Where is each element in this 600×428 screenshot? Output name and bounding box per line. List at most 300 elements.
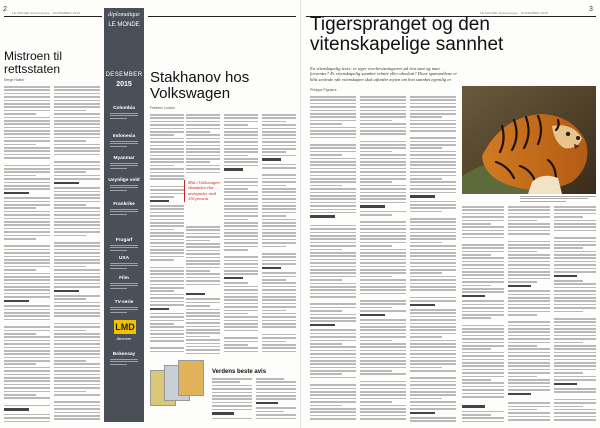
text-line bbox=[360, 408, 406, 410]
text-line bbox=[310, 106, 356, 108]
text-line bbox=[508, 419, 550, 421]
text-line bbox=[410, 106, 456, 108]
text-line bbox=[4, 414, 50, 416]
text-line bbox=[54, 401, 100, 403]
text-line bbox=[410, 225, 456, 227]
text-line bbox=[310, 373, 342, 375]
text-line bbox=[4, 171, 50, 173]
text-line bbox=[4, 367, 50, 369]
text-line bbox=[54, 165, 100, 167]
text-line bbox=[262, 131, 296, 133]
text-line bbox=[4, 421, 50, 422]
sidebar-item-description bbox=[110, 307, 138, 314]
text-line bbox=[224, 191, 258, 193]
text-line bbox=[150, 235, 184, 237]
text-line bbox=[310, 228, 356, 230]
left-article-column-1 bbox=[4, 86, 50, 422]
text-line bbox=[310, 215, 335, 217]
text-line bbox=[262, 351, 296, 353]
text-line bbox=[256, 418, 296, 420]
text-line bbox=[462, 274, 504, 276]
sidebar-item-usa[interactable]: USA bbox=[118, 256, 130, 261]
text-line bbox=[4, 347, 50, 349]
text-line bbox=[360, 303, 406, 305]
text-line bbox=[410, 178, 442, 180]
text-line bbox=[462, 352, 504, 354]
text-line bbox=[4, 130, 50, 132]
text-line bbox=[54, 333, 100, 335]
running-head-left: LE MONDE diplomatique · NOVEMBER 2015 bbox=[12, 11, 81, 15]
text-line bbox=[4, 96, 50, 98]
text-line bbox=[4, 370, 50, 372]
text-line bbox=[186, 124, 220, 126]
sidebar-item-colombia[interactable]: Colombia bbox=[113, 106, 135, 111]
text-line bbox=[360, 415, 406, 417]
text-line bbox=[462, 411, 504, 413]
text-line bbox=[256, 398, 296, 400]
text-line bbox=[462, 331, 504, 333]
text-line bbox=[262, 198, 296, 200]
text-line bbox=[54, 221, 100, 223]
text-line bbox=[310, 151, 356, 153]
sidebar-item-description bbox=[110, 163, 138, 170]
text-line bbox=[360, 116, 406, 118]
text-line bbox=[360, 171, 406, 173]
running-head-right: LE MONDE diplomatique · NOVEMBER 2015 bbox=[480, 11, 549, 15]
text-line bbox=[462, 237, 504, 239]
text-line bbox=[360, 323, 406, 325]
text-line bbox=[212, 412, 234, 414]
text-line bbox=[410, 123, 456, 125]
text-line bbox=[410, 201, 456, 203]
text-line bbox=[360, 350, 406, 352]
text-line bbox=[150, 138, 184, 140]
text-line bbox=[54, 214, 100, 216]
middle-article-column-4 bbox=[262, 114, 296, 354]
text-line bbox=[186, 349, 220, 351]
text-line bbox=[360, 353, 406, 355]
rule-top-middle bbox=[148, 16, 296, 17]
text-line bbox=[508, 304, 550, 306]
text-line bbox=[360, 346, 406, 348]
text-line bbox=[508, 369, 550, 371]
text-line bbox=[4, 405, 50, 407]
text-line bbox=[224, 168, 243, 170]
text-line bbox=[54, 295, 100, 297]
text-line bbox=[310, 103, 356, 105]
text-line bbox=[554, 328, 596, 330]
text-line bbox=[310, 310, 342, 312]
text-line bbox=[508, 216, 550, 218]
text-line bbox=[262, 306, 296, 308]
right-article-column-6 bbox=[554, 206, 596, 422]
text-line bbox=[310, 340, 356, 342]
text-line bbox=[262, 222, 296, 224]
text-line bbox=[150, 333, 184, 335]
left-article-title: Mistroen til rettsstaten bbox=[4, 49, 63, 76]
text-line bbox=[54, 144, 100, 146]
text-line bbox=[554, 321, 596, 323]
text-line bbox=[410, 279, 456, 281]
text-line bbox=[150, 117, 184, 119]
text-line bbox=[410, 289, 456, 291]
text-line bbox=[310, 357, 356, 359]
text-line bbox=[4, 137, 50, 139]
text-line bbox=[310, 209, 356, 211]
text-line bbox=[310, 198, 356, 200]
text-line bbox=[554, 399, 596, 401]
text-line bbox=[54, 302, 100, 304]
text-line bbox=[462, 386, 504, 388]
text-line bbox=[150, 208, 184, 210]
text-line bbox=[554, 209, 596, 211]
text-line bbox=[310, 336, 356, 338]
text-line bbox=[360, 336, 406, 338]
text-line bbox=[4, 380, 50, 382]
text-line bbox=[224, 222, 258, 224]
text-line bbox=[54, 133, 100, 135]
text-line bbox=[186, 128, 220, 130]
text-line bbox=[310, 130, 356, 132]
text-line bbox=[224, 232, 258, 234]
text-line bbox=[4, 397, 50, 399]
text-line bbox=[310, 415, 356, 417]
text-line bbox=[262, 263, 296, 265]
text-line bbox=[410, 168, 456, 170]
text-line bbox=[150, 316, 184, 318]
text-line bbox=[410, 249, 456, 251]
text-line bbox=[360, 314, 385, 316]
text-line bbox=[462, 317, 491, 319]
text-line bbox=[224, 212, 258, 214]
text-line bbox=[554, 355, 596, 357]
text-line bbox=[150, 252, 184, 254]
text-line bbox=[410, 192, 456, 194]
text-line bbox=[54, 191, 100, 193]
sidebar-item-bokessay[interactable]: Bokessay bbox=[112, 352, 136, 357]
text-line bbox=[462, 223, 491, 225]
text-line bbox=[4, 286, 50, 288]
text-line bbox=[224, 165, 258, 167]
text-line bbox=[554, 338, 596, 340]
text-line bbox=[4, 394, 36, 396]
text-line bbox=[256, 407, 296, 409]
text-line bbox=[462, 325, 504, 327]
text-line bbox=[262, 195, 296, 197]
text-line bbox=[554, 307, 596, 309]
text-line bbox=[54, 130, 100, 132]
text-line bbox=[4, 408, 29, 410]
text-line bbox=[360, 113, 406, 115]
text-line bbox=[186, 246, 220, 248]
text-line bbox=[410, 405, 456, 407]
text-line bbox=[224, 303, 258, 305]
text-line bbox=[224, 239, 258, 241]
text-line bbox=[4, 312, 50, 314]
text-line bbox=[150, 158, 184, 160]
text-line bbox=[310, 333, 356, 335]
text-line bbox=[310, 113, 356, 115]
text-line bbox=[310, 195, 356, 197]
text-line bbox=[54, 96, 100, 98]
lmd-badge[interactable]: LMD bbox=[115, 322, 135, 332]
middle-article-column-1 bbox=[150, 114, 184, 354]
text-line bbox=[462, 314, 504, 316]
text-line bbox=[54, 312, 100, 314]
text-line bbox=[262, 246, 286, 248]
right-article-column-4 bbox=[462, 206, 504, 422]
text-line bbox=[54, 276, 100, 278]
sidebar-item-frankrike[interactable]: Frankrike bbox=[113, 202, 135, 207]
text-line bbox=[410, 420, 456, 422]
text-line bbox=[310, 388, 356, 390]
text-line bbox=[150, 161, 184, 163]
text-line bbox=[360, 405, 406, 407]
text-line bbox=[54, 231, 100, 233]
text-line bbox=[4, 387, 50, 389]
text-line bbox=[256, 381, 296, 383]
text-line bbox=[4, 165, 50, 167]
text-line bbox=[310, 188, 356, 190]
text-line bbox=[410, 120, 456, 122]
text-line bbox=[410, 346, 456, 348]
sidebar-item-film[interactable]: Film bbox=[119, 276, 129, 281]
text-line bbox=[54, 154, 100, 156]
text-line bbox=[462, 369, 504, 371]
text-line bbox=[410, 391, 456, 393]
text-line bbox=[54, 384, 100, 386]
text-line bbox=[54, 418, 100, 420]
text-line bbox=[54, 89, 100, 91]
text-line bbox=[4, 266, 50, 268]
text-line bbox=[360, 123, 406, 125]
text-line bbox=[410, 147, 442, 149]
text-line bbox=[310, 384, 356, 386]
sidebar-item-frugarf[interactable]: Frugarf bbox=[115, 238, 133, 243]
text-line bbox=[262, 124, 296, 126]
text-line bbox=[224, 124, 248, 126]
text-line bbox=[4, 357, 50, 359]
text-line bbox=[150, 134, 174, 136]
text-line bbox=[224, 310, 258, 312]
text-line bbox=[508, 386, 550, 388]
sidebar-item-usynlige-vold[interactable]: Usynlige vold bbox=[108, 178, 140, 183]
rule-top-left bbox=[4, 16, 102, 17]
text-line bbox=[54, 415, 100, 417]
text-line bbox=[4, 89, 50, 91]
text-line bbox=[410, 141, 456, 143]
text-line bbox=[224, 188, 248, 190]
text-line bbox=[224, 286, 258, 288]
text-line bbox=[310, 286, 356, 288]
text-line bbox=[224, 296, 258, 298]
text-line bbox=[360, 384, 406, 386]
text-line bbox=[54, 290, 79, 292]
text-line bbox=[150, 280, 184, 282]
text-line bbox=[360, 343, 406, 345]
text-line bbox=[150, 284, 184, 286]
text-line bbox=[310, 242, 356, 244]
sidebar-item-description bbox=[110, 359, 138, 366]
text-line bbox=[224, 351, 258, 353]
text-line bbox=[54, 340, 100, 342]
text-line bbox=[224, 256, 258, 258]
text-line bbox=[4, 117, 50, 119]
text-line bbox=[310, 110, 356, 112]
text-line bbox=[150, 124, 184, 126]
text-line bbox=[462, 213, 504, 215]
text-line bbox=[224, 260, 258, 262]
text-line bbox=[224, 185, 258, 187]
text-line bbox=[186, 287, 220, 291]
text-line bbox=[54, 178, 100, 180]
text-line bbox=[508, 376, 537, 378]
ad-title: Verdens beste avis bbox=[212, 369, 267, 375]
right-article-lead: En vitenskapelig teori: er tiger overbevisningsvert på hva sant og man forventer? Er vitenskapelig sannhet relativ eller absolutt? Disse spørsmålene er blitt sentrale når vitenskapen skal utfordre myten om hva sannhet egentlig er. bbox=[310, 66, 458, 82]
text-line bbox=[150, 330, 184, 332]
text-line bbox=[462, 233, 504, 235]
text-line bbox=[554, 304, 596, 306]
text-line bbox=[554, 369, 596, 371]
text-line bbox=[410, 188, 456, 190]
text-line bbox=[150, 340, 184, 342]
text-line bbox=[54, 315, 100, 317]
text-line bbox=[186, 267, 220, 269]
text-line bbox=[360, 300, 406, 302]
text-line bbox=[262, 141, 296, 143]
text-line bbox=[410, 255, 456, 257]
text-line bbox=[262, 235, 296, 237]
sidebar-year: 2015 bbox=[116, 81, 132, 88]
text-line bbox=[508, 406, 550, 408]
text-line bbox=[462, 220, 504, 222]
sidebar-item-myanmar[interactable]: Myanmar bbox=[113, 156, 135, 161]
text-line bbox=[224, 270, 258, 272]
text-line bbox=[262, 239, 296, 241]
text-line bbox=[462, 304, 504, 306]
text-line bbox=[462, 300, 504, 302]
text-line bbox=[54, 150, 100, 152]
text-line bbox=[410, 340, 456, 342]
text-line bbox=[54, 103, 100, 105]
text-line bbox=[360, 185, 406, 187]
text-line bbox=[554, 372, 583, 374]
text-line bbox=[4, 276, 50, 278]
text-line bbox=[224, 306, 258, 308]
middle-article-byline: Frédéric Lordon bbox=[150, 106, 175, 110]
text-line bbox=[554, 247, 583, 249]
text-line bbox=[410, 360, 456, 362]
text-line bbox=[4, 417, 50, 419]
text-line bbox=[462, 338, 504, 340]
text-line bbox=[4, 113, 36, 115]
text-line bbox=[4, 336, 50, 338]
text-line bbox=[554, 325, 596, 327]
text-line bbox=[554, 237, 596, 239]
sidebar-masthead: diplomatique bbox=[108, 12, 140, 18]
text-line bbox=[410, 316, 456, 318]
text-line bbox=[360, 99, 406, 101]
text-line bbox=[410, 323, 456, 325]
text-line bbox=[360, 106, 406, 108]
text-line bbox=[360, 367, 406, 369]
text-line bbox=[150, 196, 174, 198]
middle-article-title: Stakhanov hos Volkswagen bbox=[150, 69, 250, 102]
text-line bbox=[262, 191, 296, 193]
text-line bbox=[508, 209, 550, 211]
text-line bbox=[310, 158, 356, 160]
text-line bbox=[4, 293, 50, 295]
text-line bbox=[310, 178, 356, 180]
text-line bbox=[508, 321, 550, 323]
text-line bbox=[224, 337, 258, 339]
text-line bbox=[54, 391, 86, 393]
text-line bbox=[410, 357, 456, 359]
text-line bbox=[4, 262, 50, 264]
text-line bbox=[310, 96, 356, 98]
text-line bbox=[554, 379, 596, 381]
text-line bbox=[462, 396, 504, 398]
text-line bbox=[554, 348, 596, 350]
text-line bbox=[310, 181, 356, 183]
text-line bbox=[410, 211, 442, 213]
text-line bbox=[360, 127, 406, 129]
text-line bbox=[262, 167, 296, 169]
text-line bbox=[360, 310, 406, 312]
text-line bbox=[54, 218, 100, 220]
text-line bbox=[310, 408, 356, 410]
text-line bbox=[262, 138, 296, 140]
text-line bbox=[150, 326, 184, 328]
text-line bbox=[4, 391, 50, 393]
text-line bbox=[54, 305, 100, 307]
text-line bbox=[54, 235, 86, 237]
text-line bbox=[508, 297, 550, 299]
text-line bbox=[224, 205, 258, 207]
text-line bbox=[360, 249, 406, 251]
text-line bbox=[310, 255, 356, 257]
sidebar-item-indonesia[interactable]: Indonesia bbox=[112, 134, 136, 139]
text-line bbox=[508, 328, 550, 330]
text-line bbox=[360, 221, 406, 223]
text-line bbox=[508, 244, 550, 246]
text-line bbox=[310, 320, 356, 322]
text-line bbox=[310, 154, 342, 156]
text-line bbox=[462, 257, 504, 259]
text-line bbox=[410, 228, 456, 230]
text-line bbox=[224, 219, 248, 221]
text-line bbox=[224, 273, 258, 275]
text-line bbox=[186, 263, 220, 265]
text-line bbox=[262, 232, 296, 234]
text-line bbox=[262, 326, 296, 328]
text-line bbox=[360, 225, 406, 227]
text-line bbox=[410, 221, 456, 223]
text-line bbox=[554, 206, 596, 208]
text-line bbox=[410, 394, 456, 396]
text-line bbox=[360, 269, 406, 271]
text-line bbox=[554, 352, 596, 354]
text-line bbox=[224, 117, 258, 119]
sidebar-item-tv-serie[interactable]: TV-serie bbox=[114, 300, 134, 305]
text-line bbox=[360, 211, 406, 213]
text-line bbox=[54, 279, 100, 281]
text-line bbox=[186, 141, 220, 143]
text-line bbox=[310, 168, 356, 170]
sidebar-item-description bbox=[110, 209, 138, 216]
text-line bbox=[186, 131, 210, 133]
text-line bbox=[4, 279, 50, 281]
